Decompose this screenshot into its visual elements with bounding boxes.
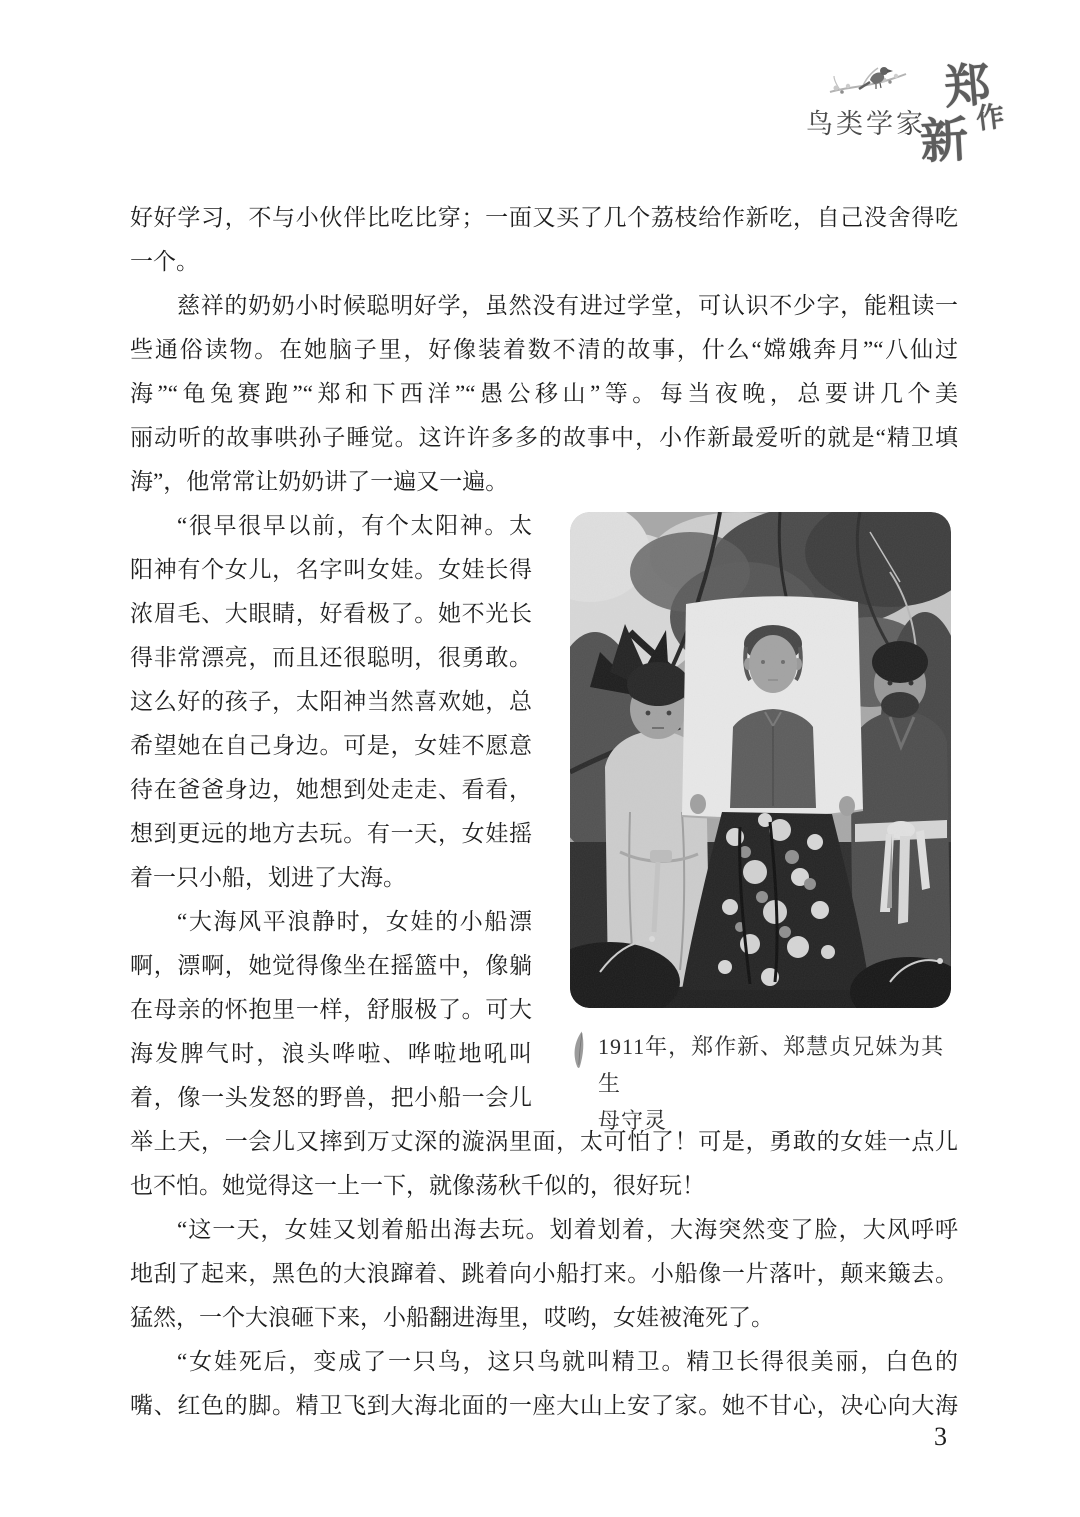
text-line: 待在爸爸身边，她想到处走走、看看， — [130, 777, 532, 802]
text-line: 这么好的孩子，太阳神当然喜欢她，总 — [130, 689, 532, 714]
text-line: 地刮了起来，黑色的大浪蹿着、跳着向小船打来。小船像一片落叶，颠来簸去。 — [130, 1261, 958, 1286]
figure — [570, 504, 958, 1133]
text-line: 也不怕。她觉得这一上一下，就像荡秋千似的，很好玩！ — [130, 1173, 705, 1198]
text-line: 些通俗读物。在她脑子里，好像装着数不清的故事，什么“嫦娥奔月”“八仙过 — [130, 337, 958, 362]
text-line: “很早很早以前，有个太阳神。太 — [177, 513, 532, 538]
text-line: 着一只小船，划进了大海。 — [130, 865, 406, 890]
calligraphy-char: 作 — [974, 101, 1007, 136]
text-line: 一个。 — [130, 249, 199, 274]
text-line: 得非常漂亮，而且还很聪明，很勇敢。 — [130, 645, 532, 670]
text-line: 在母亲的怀抱里一样，舒服极了。可大 — [130, 997, 532, 1022]
text-line: 浓眉毛、大眼睛，好看极了。她不光长 — [130, 601, 532, 626]
paragraphs-bottom — [130, 1120, 958, 1428]
text-line: 嘴、红色的脚。精卫飞到大海北面的一座大山上安了家。她不甘心，决心向大海 — [130, 1393, 958, 1418]
text-line: 丽动听的故事哄孙子睡觉。这许许多多的故事中，小作新最爱听的就是“精卫填 — [130, 425, 958, 450]
text-line: “这一天，女娃又划着船出海去玩。划着划着，大海突然变了脸，大风呼呼 — [177, 1217, 958, 1242]
calligraphy-char: 郑 — [942, 59, 993, 114]
text-line: 举上天，一会儿又摔到万丈深的漩涡里面，太可怕了！可是，勇敢的女娃一点儿 — [130, 1129, 958, 1154]
text-line: 希望她在自己身边。可是，女娃不愿意 — [130, 733, 532, 758]
body-text — [130, 196, 958, 1428]
series-title: 鸟类学家 — [806, 109, 926, 139]
paragraphs-beside-photo — [130, 504, 532, 1120]
memorial-photo — [570, 512, 951, 1008]
caption-line: 1911年，郑作新、郑慧贞兄妹为其生 — [598, 1034, 945, 1096]
calligraphy-char: 新 — [918, 113, 970, 170]
text-line: 阳神有个女儿，名字叫女娃。女娃长得 — [130, 557, 532, 582]
text-line: 着，像一头发怒的野兽，把小船一会儿 — [130, 1085, 532, 1110]
text-line: 海”“龟兔赛跑”“郑和下西洋”“愚公移山”等。每当夜晚，总要讲几个美 — [130, 381, 958, 406]
text-line: 慈祥的奶奶小时候聪明好学，虽然没有进过学堂，可认识不少字，能粗读一 — [177, 293, 958, 318]
caption-line: 母守灵 — [598, 1108, 668, 1133]
text-and-photo-region — [130, 504, 958, 1133]
text-line: 海”，他常常让奶奶讲了一遍又一遍。 — [130, 469, 509, 494]
page-number: 3 — [934, 1422, 947, 1451]
text-line: “大海风平浪静时，女娃的小船漂 — [177, 909, 532, 934]
paragraphs-top — [130, 196, 958, 504]
author-calligraphy — [918, 52, 1010, 170]
text-line: 海发脾气时，浪头哗啦、哗啦地吼叫 — [130, 1041, 532, 1066]
text-line: 啊，漂啊，她觉得像坐在摇篮中，像躺 — [130, 953, 532, 978]
text-line: “女娃死后，变成了一只鸟，这只鸟就叫精卫。精卫长得很美丽，白色的 — [177, 1349, 958, 1374]
bird-on-branch-icon — [826, 58, 910, 108]
feather-icon — [568, 1029, 592, 1071]
text-line: 好好学习，不与小伙伴比吃比穿；一面又买了几个荔枝给作新吃，自己没舍得吃 — [130, 205, 958, 230]
text-line: 想到更远的地方去玩。有一天，女娃摇 — [130, 821, 532, 846]
text-line: 猛然，一个大浪砸下来，小船翻进海里，哎哟，女娃被淹死了。 — [130, 1305, 774, 1330]
